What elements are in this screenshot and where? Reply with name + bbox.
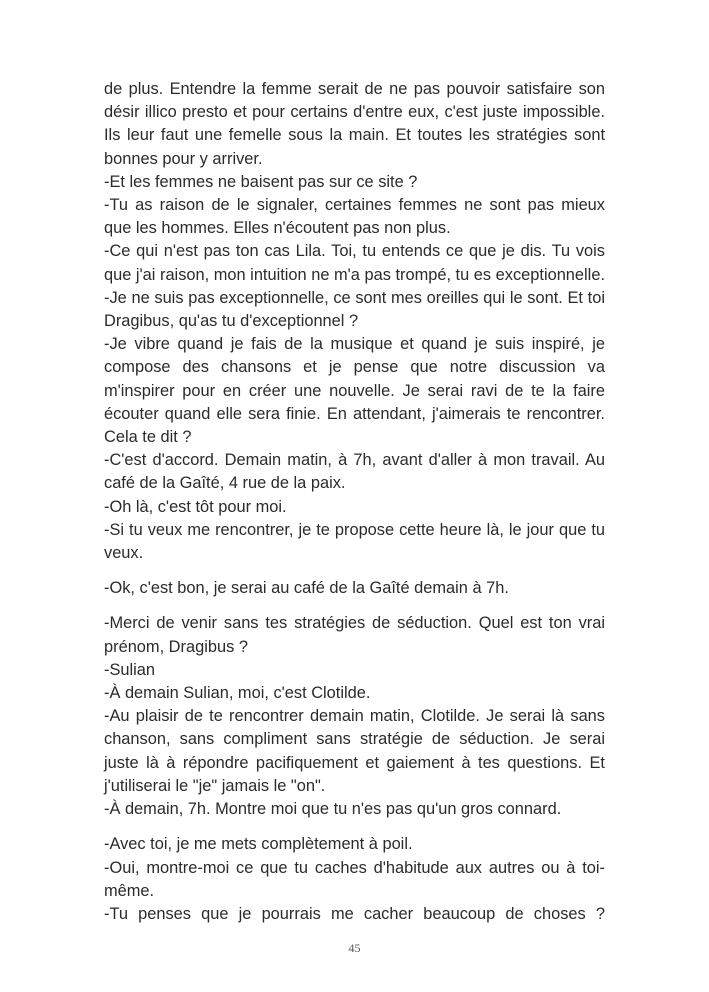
paragraph: -À demain Sulian, moi, c'est Clotilde.	[104, 684, 371, 703]
paragraph: -Ok, c'est bon, je serai au café de la Gaîté demain à 7h.	[104, 579, 509, 598]
paragraph: -Sulian	[104, 660, 156, 679]
paragraph: -C'est d'accord. Demain matin, à 7h, avant d'aller à mon travail. Au café de la Gaîté, 4 rue de la paix.	[104, 451, 605, 493]
body-text	[104, 78, 605, 926]
paragraph: -Si tu veux me rencontrer, je te propose cette heure là, le jour que tu veux.	[104, 520, 605, 563]
paragraph: -Et les femmes ne baisent pas sur ce site ?	[104, 172, 418, 191]
paragraph: -Oui, montre-moi ce que tu caches d'habitude aux autres ou à toi-même.	[104, 858, 605, 900]
paragraph: -Ce qui n'est pas ton cas Lila. Toi, tu entends ce que je dis. Tu vois que j'ai raison, mon intuition ne m'a pas trompé, tu es exceptionnelle.	[104, 242, 605, 284]
paragraph: -Oh là, c'est tôt pour moi.	[104, 497, 287, 516]
paragraph: -Au plaisir de te rencontrer demain matin, Clotilde. Je serai là sans chanson, sans compliment sans stratégie de séduction. Je serai juste là à répondre pacifiquement et gaiement à tes questions. Et j'utiliserai le "je" jamais le "on".	[104, 707, 605, 795]
paragraph: -Je ne suis pas exceptionnelle, ce sont mes oreilles qui le sont. Et toi Dragibus, qu'as tu d'exceptionnel ?	[104, 288, 605, 331]
paragraph: -À demain, 7h. Montre moi que tu n'es pas qu'un gros connard.	[104, 800, 562, 819]
paragraph: -Tu penses que je pourrais me cacher beaucoup de choses ?	[104, 904, 605, 923]
paragraph: -Tu as raison de le signaler, certaines femmes ne sont pas mieux que les hommes. Elles n'écoutent pas non plus.	[104, 196, 605, 238]
page-number: 45	[348, 941, 361, 955]
paragraph: -Je vibre quand je fais de la musique et quand je suis inspiré, je compose des chansons et je pense que notre discussion va m'inspirer pour en créer une nouvelle. Je serai ravi de te la faire écouter quand elle sera finie. En attendant, j'aimerais te rencontrer. Cela te dit ?	[104, 335, 605, 447]
paragraph: de plus. Entendre la femme serait de ne pas pouvoir satisfaire son désir illico presto et pour certains d'entre eux, c'est juste impossible. Ils leur faut une femelle sous la main. Et toutes les stratégies sont bonnes pour y arriver.	[104, 80, 605, 168]
paragraph: -Avec toi, je me mets complètement à poil.	[104, 835, 413, 854]
paragraph: -Merci de venir sans tes stratégies de séduction. Quel est ton vrai prénom, Dragibus ?	[104, 614, 605, 656]
